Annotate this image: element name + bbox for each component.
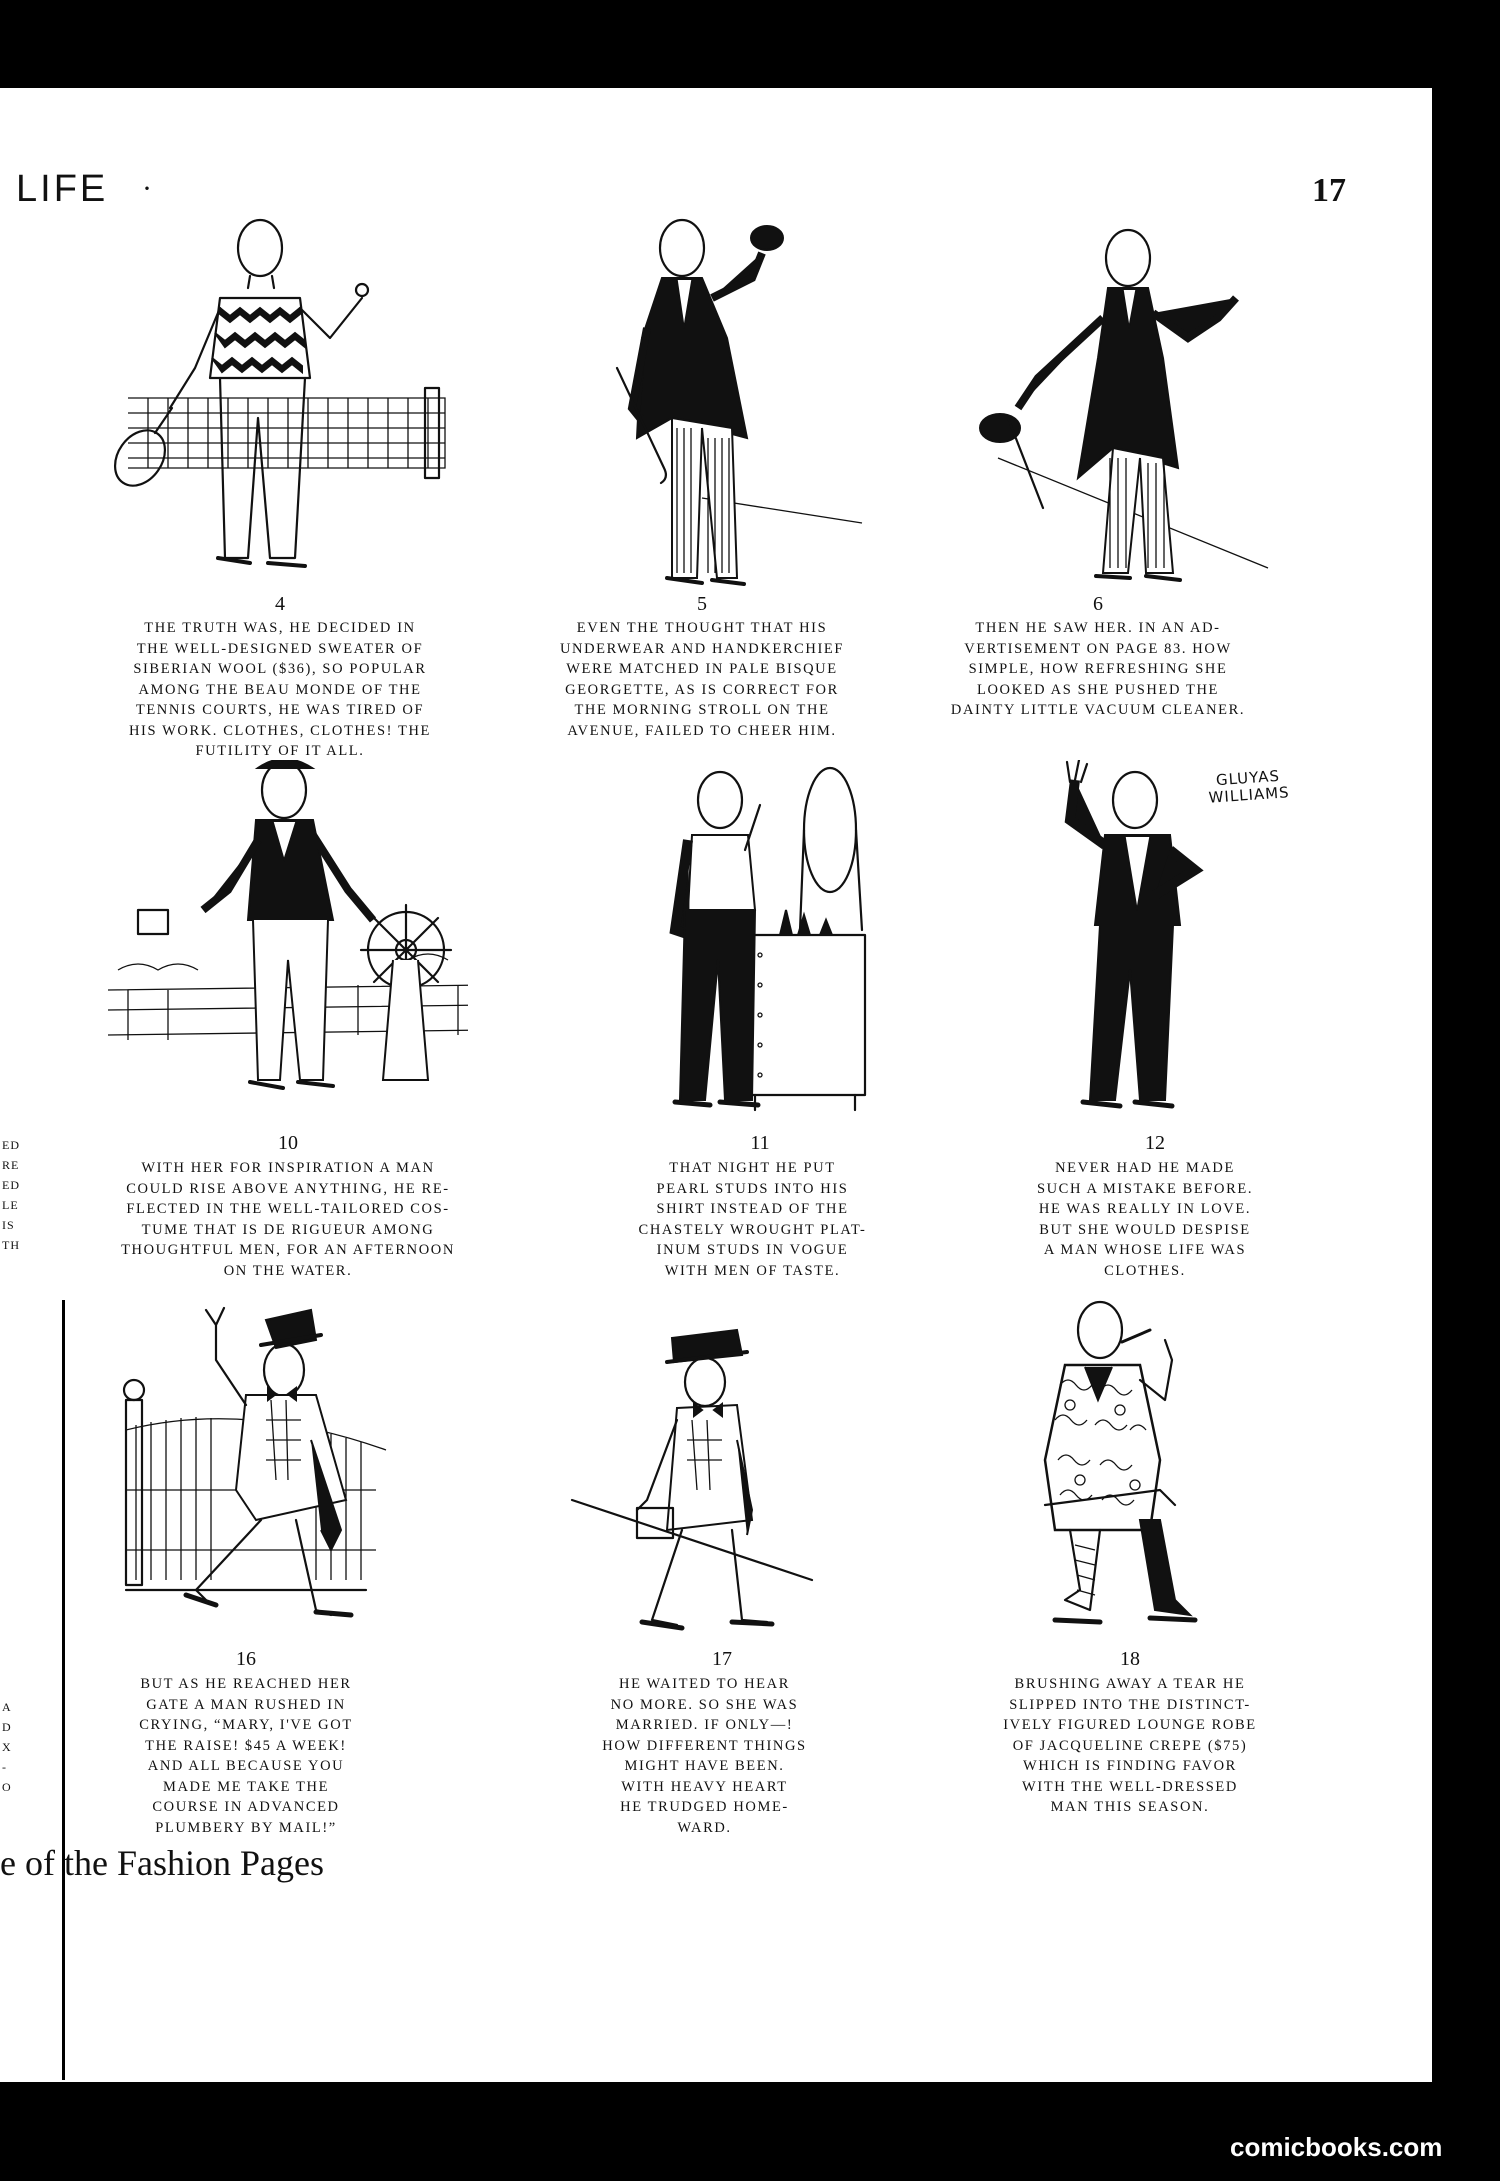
- panel-4: [100, 218, 460, 759]
- man-on-boat-illustration: [108, 760, 468, 1140]
- watermark: comicbooks.com: [1230, 2132, 1443, 2162]
- panel-11: [580, 760, 940, 1279]
- left-page-fragment-a: ED RE ED LE IS TH: [2, 1138, 20, 1252]
- panel-12: [975, 760, 1335, 1279]
- panel-5: [522, 218, 882, 739]
- panel-number: 10: [278, 1132, 298, 1154]
- panel-number: 4: [275, 593, 285, 615]
- panel-caption: THE TRUTH WAS, HE DECIDED IN THE WELL-DESIGNED SWEATER OF SIBERIAN WOOL ($36), SO POPULAR AMONG THE BEAU MONDE OF THE TENNIS COURTS, HE WAS TIRED OF HIS WORK. CLOTHES, CLOTHES! THE FUTILITY OF IT ALL.: [128, 620, 431, 759]
- panel-10: [108, 760, 468, 1279]
- panel-17: [542, 1290, 902, 1836]
- title-dot: ·: [142, 172, 152, 205]
- man-at-vanity-mirror-illustration: [580, 760, 940, 1140]
- panel-18: [950, 1290, 1310, 1815]
- panel-number: 6: [1093, 593, 1103, 615]
- panel-caption: HE WAITED TO HEAR NO MORE. SO SHE WAS MARRIED. IF ONLY—! HOW DIFFERENT THINGS MIGHT HAVE BEEN. WITH HEAVY HEART HE TRUDGED HOME- WARD.: [602, 1676, 807, 1836]
- man-trudging-home-illustration: [542, 1290, 902, 1670]
- page-number: 17: [1312, 172, 1346, 209]
- magazine-title: LIFE: [16, 168, 109, 210]
- gutter-line: [62, 1300, 65, 2080]
- panel-caption: BRUSHING AWAY A TEAR HE SLIPPED INTO THE DISTINCT- IVELY FIGURED LOUNGE ROBE OF JACQUELINE CREPE ($75) WHICH IS FINDING FAVOR WITH THE WELL-DRESSED MAN THIS SEASON.: [1003, 1676, 1257, 1815]
- panel-16: [66, 1290, 426, 1836]
- panel-number: 12: [1145, 1132, 1165, 1154]
- man-in-evening-dress-illustration: [975, 760, 1335, 1140]
- panel-number: 5: [697, 593, 707, 615]
- panel-caption: BUT AS HE REACHED HER GATE A MAN RUSHED IN CRYING, “MARY, I'VE GOT THE RAISE! $45 A WEEK! AND ALL BECAUSE YOU MADE ME TAKE THE COURSE IN ADVANCED PLUMBERY BY MAIL!”: [139, 1676, 353, 1836]
- panel-caption: NEVER HAD HE MADE SUCH A MISTAKE BEFORE. HE WAS REALLY IN LOVE. BUT SHE WOULD DESPISE A MAN WHOSE LIFE WAS CLOTHES.: [1036, 1160, 1254, 1279]
- panel-number: 16: [236, 1648, 256, 1670]
- section-footer-title: e of the Fashion Pages: [0, 1843, 324, 1883]
- left-page-fragment-b: A D X - O: [2, 1700, 12, 1794]
- tennis-player-illustration: [100, 218, 460, 598]
- panel-number: 18: [1120, 1648, 1140, 1670]
- panel-6: [918, 218, 1278, 718]
- man-in-lounge-robe-illustration: [950, 1290, 1310, 1670]
- man-at-gate-illustration: [66, 1290, 426, 1670]
- panel-number: 17: [712, 1648, 732, 1670]
- panel-caption: WITH HER FOR INSPIRATION A MAN COULD RISE ABOVE ANYTHING, HE RE- FLECTED IN THE WELL-TAILORED COS- TUME THAT IS DE RIGUEUR AMONG THOUGHTFUL MEN, FOR AN AFTERNOON ON THE WATER.: [121, 1160, 455, 1279]
- man-seeing-advertisement-illustration: [918, 218, 1278, 598]
- panel-number: 11: [750, 1132, 770, 1154]
- panel-caption: THAT NIGHT HE PUT PEARL STUDS INTO HIS SHIRT INSTEAD OF THE CHASTELY WROUGHT PLAT- INUM STUDS IN VOGUE WITH MEN OF TASTE.: [638, 1160, 867, 1279]
- artist-signature: GLUYAS WILLIAMS: [1208, 766, 1291, 807]
- panel-caption: EVEN THE THOUGHT THAT HIS UNDERWEAR AND HANDKERCHIEF WERE MATCHED IN PALE BISQUE GEORGETTE, AS IS CORRECT FOR THE MORNING STROLL ON THE AVENUE, FAILED TO CHEER HIM.: [559, 620, 845, 739]
- man-tipping-hat-illustration: [522, 218, 882, 598]
- panel-caption: THEN HE SAW HER. IN AN AD- VERTISEMENT ON PAGE 83. HOW SIMPLE, HOW REFRESHING SHE LOOKED AS SHE PUSHED THE DAINTY LITTLE VACUUM CLEANER.: [950, 620, 1246, 718]
